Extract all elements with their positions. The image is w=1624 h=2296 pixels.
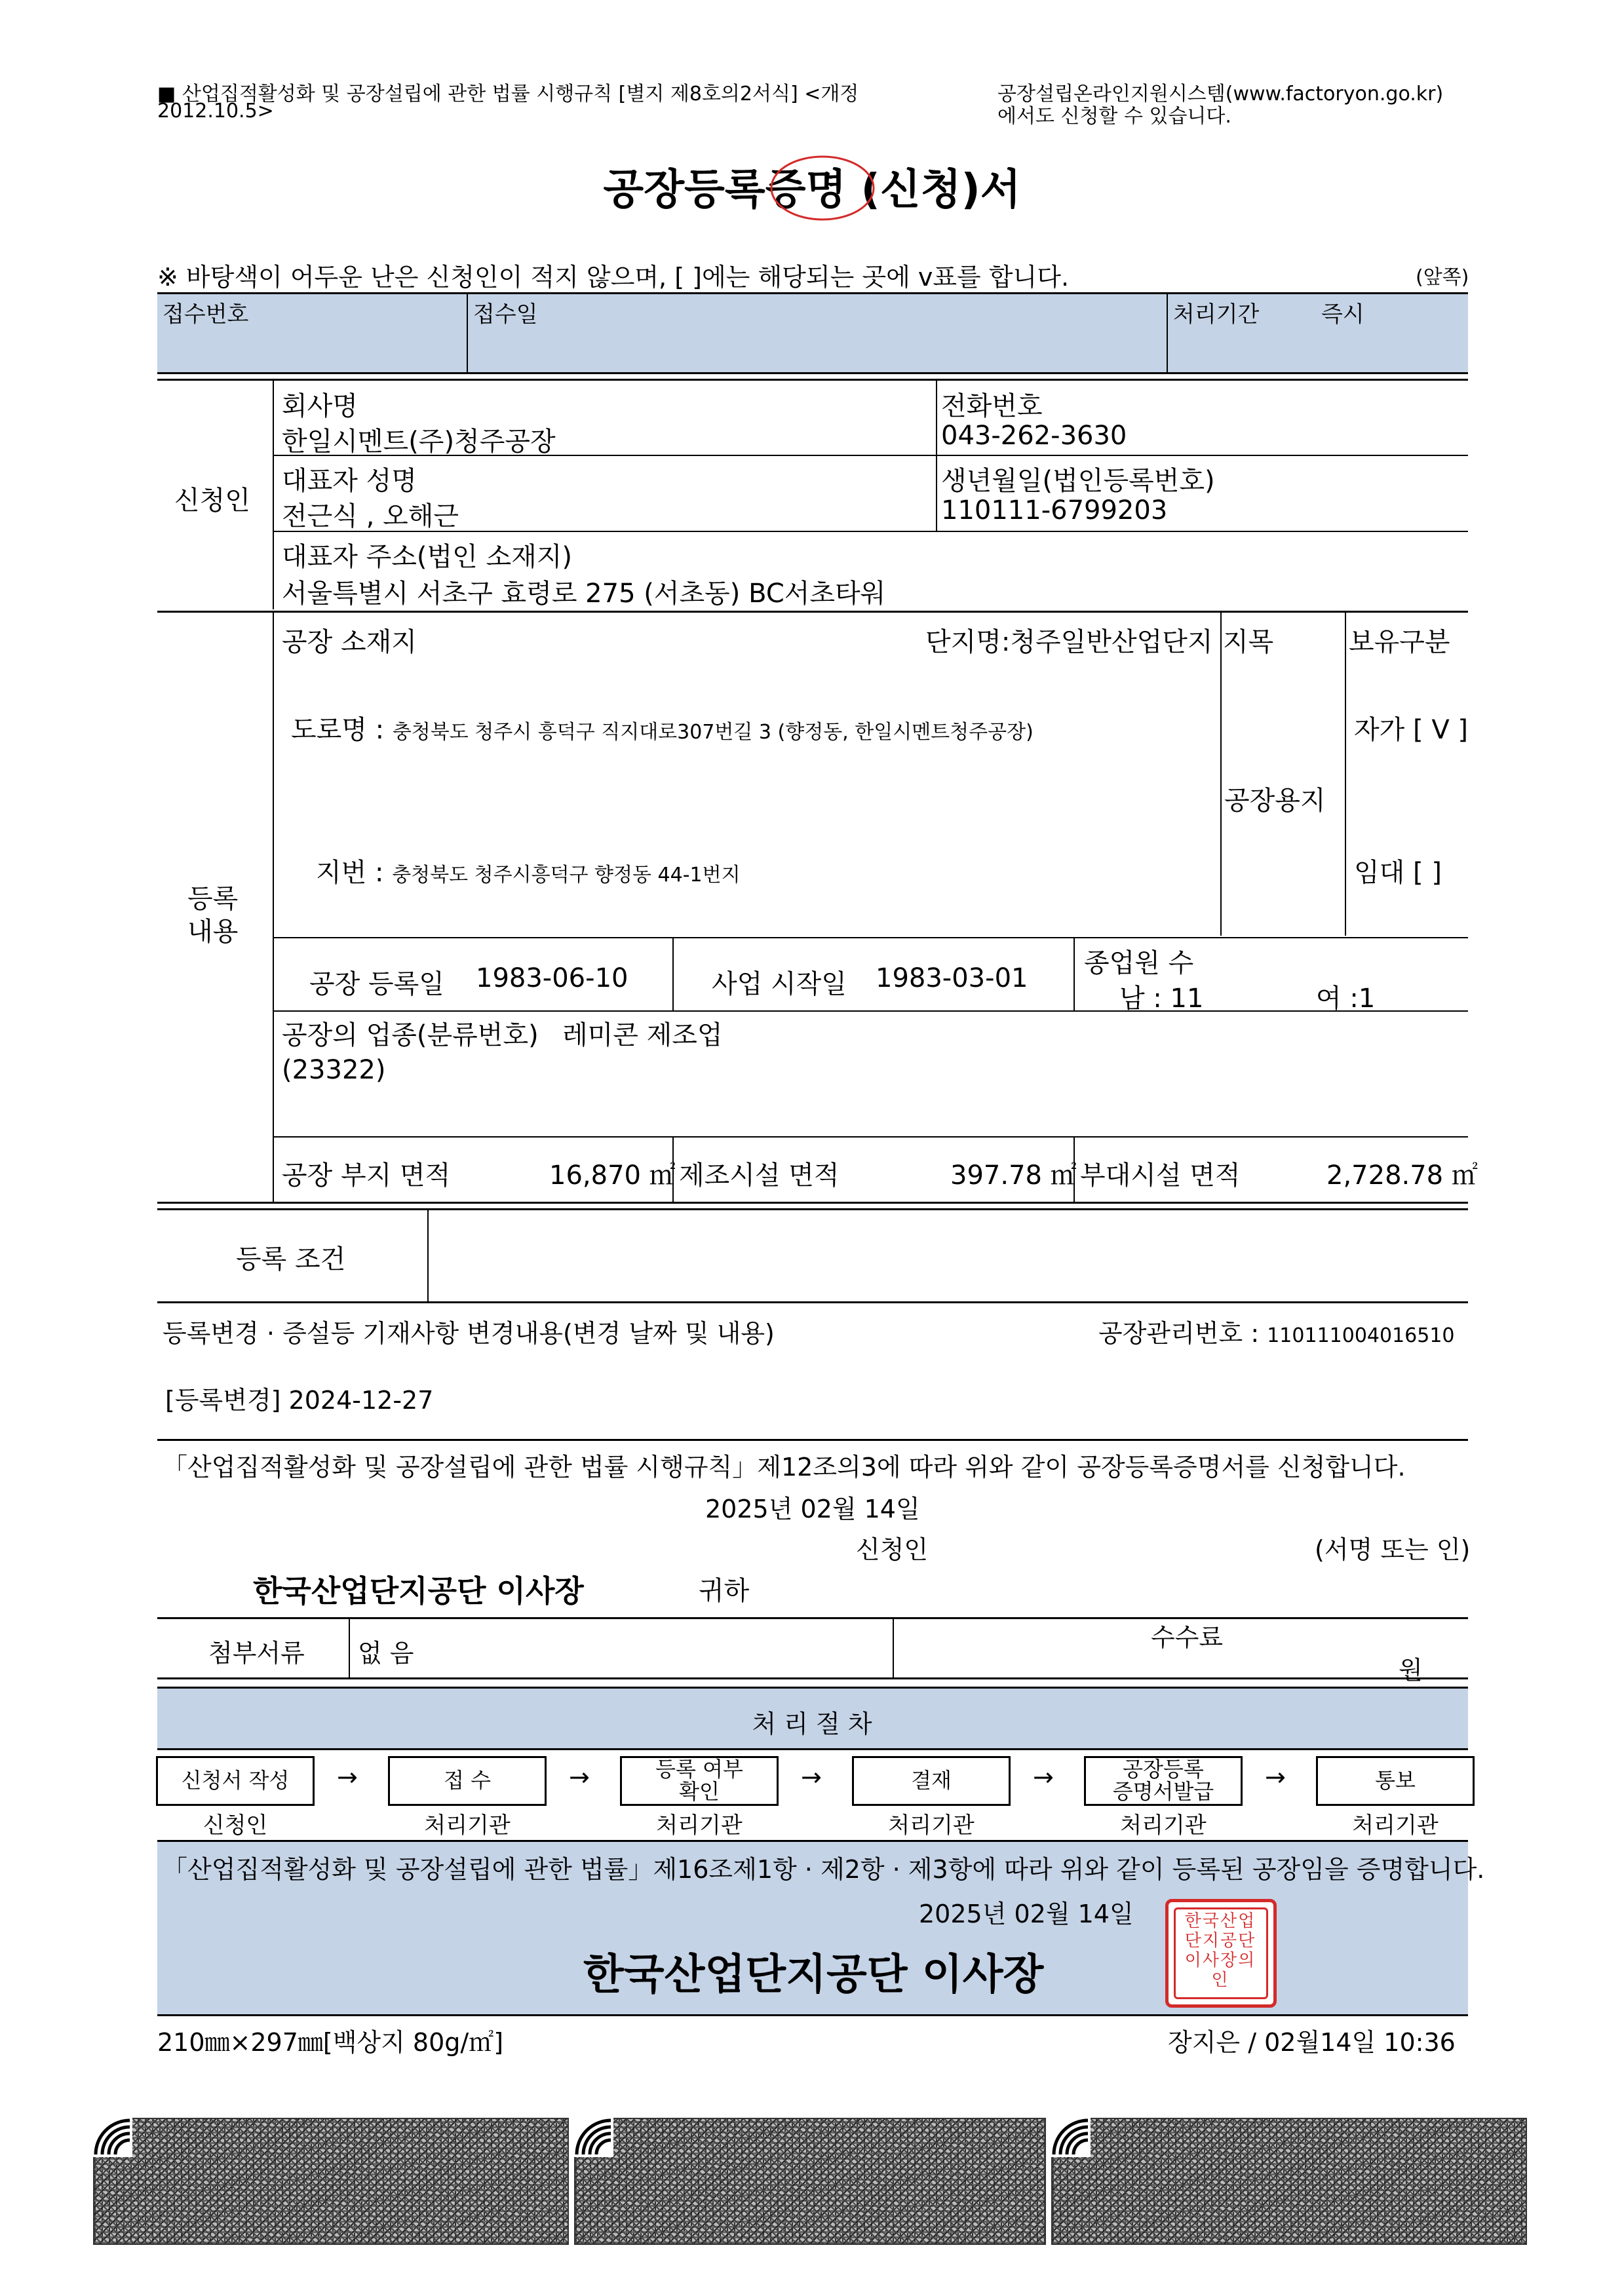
form-note: ■ 산업집적활성화 및 공장설립에 관한 법률 시행규칙 [별지 제8호의2서식] <개정 <box>157 83 859 105</box>
step-6-actor: 처리기관 <box>1352 1812 1439 1839</box>
aux-area-value: 2,728.78 ㎡ <box>1326 1160 1478 1191</box>
mfg-area-label: 제조시설 면적 <box>679 1160 840 1191</box>
changes-label: 등록변경 · 증설등 기재사항 변경내용(변경 날짜 및 내용) <box>163 1319 775 1348</box>
company-label: 회사명 <box>282 391 358 421</box>
signature-note: (서명 또는 인) <box>1315 1535 1471 1564</box>
step-4-text: 결재 <box>911 1768 952 1793</box>
step-1-actor: 신청인 <box>203 1812 268 1839</box>
phone-value: 043-262-3630 <box>941 421 1127 451</box>
official-seal <box>1165 1899 1277 2008</box>
page-side: (앞쪽) <box>1416 266 1469 289</box>
certification-issuer: 한국산업단지공단 이사장 <box>583 1951 1044 1999</box>
step-3-text-1: 등록 여부 <box>655 1757 743 1782</box>
company-value: 한일시멘트(주)청주공장 <box>282 427 556 457</box>
step-5-text-1: 공장등록 <box>1123 1757 1204 1782</box>
lot-value: 충청북도 청주시흥덕구 향정동 44-1번지 <box>392 864 741 887</box>
instruction-text: ※ 바탕색이 어두운 난은 신청인이 적지 않으며, [ ]에는 해당되는 곳에 v표를 합니다. <box>157 263 1070 292</box>
birth-label: 생년월일(법인등록번호) <box>941 466 1215 496</box>
barcode-mark-icon <box>574 2118 613 2157</box>
lot-label: 지번 : <box>316 858 393 888</box>
birth-value: 110111-6799203 <box>941 495 1168 526</box>
processing-period-label: 처리기간 <box>1173 301 1260 328</box>
mfg-area-value: 397.78 ㎡ <box>950 1160 1077 1191</box>
recipient: 한국산업단지공단 이사장 <box>253 1573 584 1609</box>
security-barcode-1 <box>93 2118 569 2245</box>
title-part-2: 증명 <box>765 166 847 214</box>
application-statement: 「산업집적활성화 및 공장설립에 관한 법률 시행규칙」제12조의3에 따라 위와 같이 공장등록증명서를 신청합니다. <box>163 1453 1406 1482</box>
representative-value: 전근식 , 오해근 <box>282 501 459 531</box>
road-address <box>291 709 1034 746</box>
application-date: 2025년 02월 14일 <box>705 1495 920 1523</box>
change-entry: [등록변경] 2024-12-27 <box>165 1386 434 1415</box>
complex-name: 단지명:청주일반산업단지 <box>925 627 1213 657</box>
industry-code: (23322) <box>282 1055 386 1085</box>
receipt-number-label: 접수번호 <box>163 301 249 328</box>
phone-label: 전화번호 <box>941 391 1043 421</box>
lot-address <box>316 852 741 889</box>
step-6-box <box>1316 1756 1475 1806</box>
receipt-row <box>157 294 1468 372</box>
online-note-1: 공장설립온라인지원시스템(www.factoryon.go.kr) <box>997 83 1444 105</box>
ownership-label: 보유구분 <box>1349 627 1450 657</box>
representative-label: 대표자 성명 <box>282 466 417 496</box>
road-value: 충청북도 청주시 흥덕구 직지대로307번길 3 (향정동, 한일시멘트청주공장) <box>392 721 1034 744</box>
step-4-actor: 처리기관 <box>888 1812 975 1839</box>
step-arrow-4: → <box>1033 1763 1054 1791</box>
receipt-date-label: 접수일 <box>473 301 538 328</box>
step-2-actor: 처리기관 <box>424 1812 511 1839</box>
title-part-1: 공장등록 <box>603 166 765 214</box>
registration-date-label: 공장 등록일 <box>309 969 444 999</box>
applicant-section-label: 신청인 <box>174 486 250 516</box>
management-number-value: 110111004016510 <box>1267 1324 1455 1347</box>
step-arrow-5: → <box>1265 1763 1286 1791</box>
step-1-box <box>156 1756 315 1806</box>
attachments-value: 없 음 <box>358 1639 414 1668</box>
certification-statement: 「산업집적활성화 및 공장설립에 관한 법률」제16조제1항 · 제2항 · 제3항에 따라 위와 같이 등록된 공장임을 증명합니다. <box>163 1855 1485 1884</box>
seal-text: 한국산업단지공단이사장의인 <box>1184 1911 1256 1990</box>
address-label: 대표자 주소(법인 소재지) <box>282 542 573 572</box>
barcode-mark-icon <box>93 2118 132 2157</box>
fee-unit: 원 <box>1399 1656 1423 1685</box>
barcode-mark-icon <box>1051 2118 1091 2157</box>
start-date-label: 사업 시작일 <box>712 969 847 999</box>
step-3-text-2: 확인 <box>679 1779 720 1804</box>
registration-section-label-1: 등록 <box>187 884 239 914</box>
title-part-3: (신청)서 <box>846 166 1021 214</box>
title-circle-annotation <box>767 152 878 224</box>
honorific: 귀하 <box>699 1576 750 1606</box>
step-3-actor: 처리기관 <box>656 1812 743 1839</box>
male-count: 남 : 11 <box>1119 984 1204 1014</box>
applicant-signature-label: 신청인 <box>856 1535 929 1564</box>
processing-period-value: 즉시 <box>1321 301 1364 328</box>
conditions-label: 등록 조건 <box>236 1244 346 1274</box>
step-5-text-2: 증명서발급 <box>1112 1779 1214 1804</box>
management-number <box>1098 1313 1455 1349</box>
step-3-box <box>620 1756 779 1806</box>
form-note-date: 2012.10.5> <box>157 100 274 123</box>
land-category-label: 지목 <box>1223 627 1274 657</box>
lease-option: 임대 [ ] <box>1354 858 1442 888</box>
print-timestamp: 장지은 / 02월14일 10:36 <box>1168 2028 1456 2057</box>
step-1-text: 신청서 작성 <box>181 1768 290 1793</box>
security-barcode-3 <box>1051 2118 1527 2245</box>
factory-location-label: 공장 소재지 <box>282 627 417 657</box>
address-value: 서울특별시 서초구 효령로 275 (서초동) BC서초타워 <box>282 579 886 609</box>
female-count: 여 :1 <box>1316 984 1376 1014</box>
aux-area-label: 부대시설 면적 <box>1080 1160 1241 1191</box>
industry-label: 공장의 업종(분류번호) <box>282 1020 539 1050</box>
site-area-value: 16,870 ㎡ <box>549 1160 676 1191</box>
management-number-label: 공장관리번호 : <box>1098 1319 1267 1348</box>
step-2-text: 접 수 <box>444 1768 491 1793</box>
step-arrow-1: → <box>337 1763 358 1791</box>
site-area-label: 공장 부지 면적 <box>282 1160 451 1191</box>
industry-value: 레미콘 제조업 <box>562 1020 723 1050</box>
step-arrow-2: → <box>569 1763 590 1791</box>
step-arrow-3: → <box>801 1763 822 1791</box>
step-2-box <box>388 1756 547 1806</box>
attachments-label: 첨부서류 <box>208 1639 305 1668</box>
registration-date-value: 1983-06-10 <box>476 963 628 993</box>
step-5-box <box>1084 1756 1243 1806</box>
land-category-value: 공장용지 <box>1224 786 1326 816</box>
step-6-text: 통보 <box>1375 1768 1416 1793</box>
start-date-value: 1983-03-01 <box>876 963 1028 993</box>
registration-section-label-2: 내용 <box>187 917 239 947</box>
step-4-box <box>852 1756 1011 1806</box>
security-barcode-2 <box>574 2118 1046 2245</box>
procedure-title: 처 리 절 차 <box>752 1710 872 1738</box>
step-5-actor: 처리기관 <box>1120 1812 1207 1839</box>
online-note-2: 에서도 신청할 수 있습니다. <box>997 105 1231 128</box>
fee-label: 수수료 <box>1151 1623 1224 1652</box>
own-option: 자가 [ V ] <box>1354 715 1468 745</box>
employees-label: 종업원 수 <box>1084 948 1194 978</box>
road-label: 도로명 : <box>291 715 393 745</box>
paper-spec: 210㎜×297㎜[백상지 80g/㎡] <box>157 2028 504 2057</box>
certification-date: 2025년 02월 14일 <box>919 1900 1134 1928</box>
